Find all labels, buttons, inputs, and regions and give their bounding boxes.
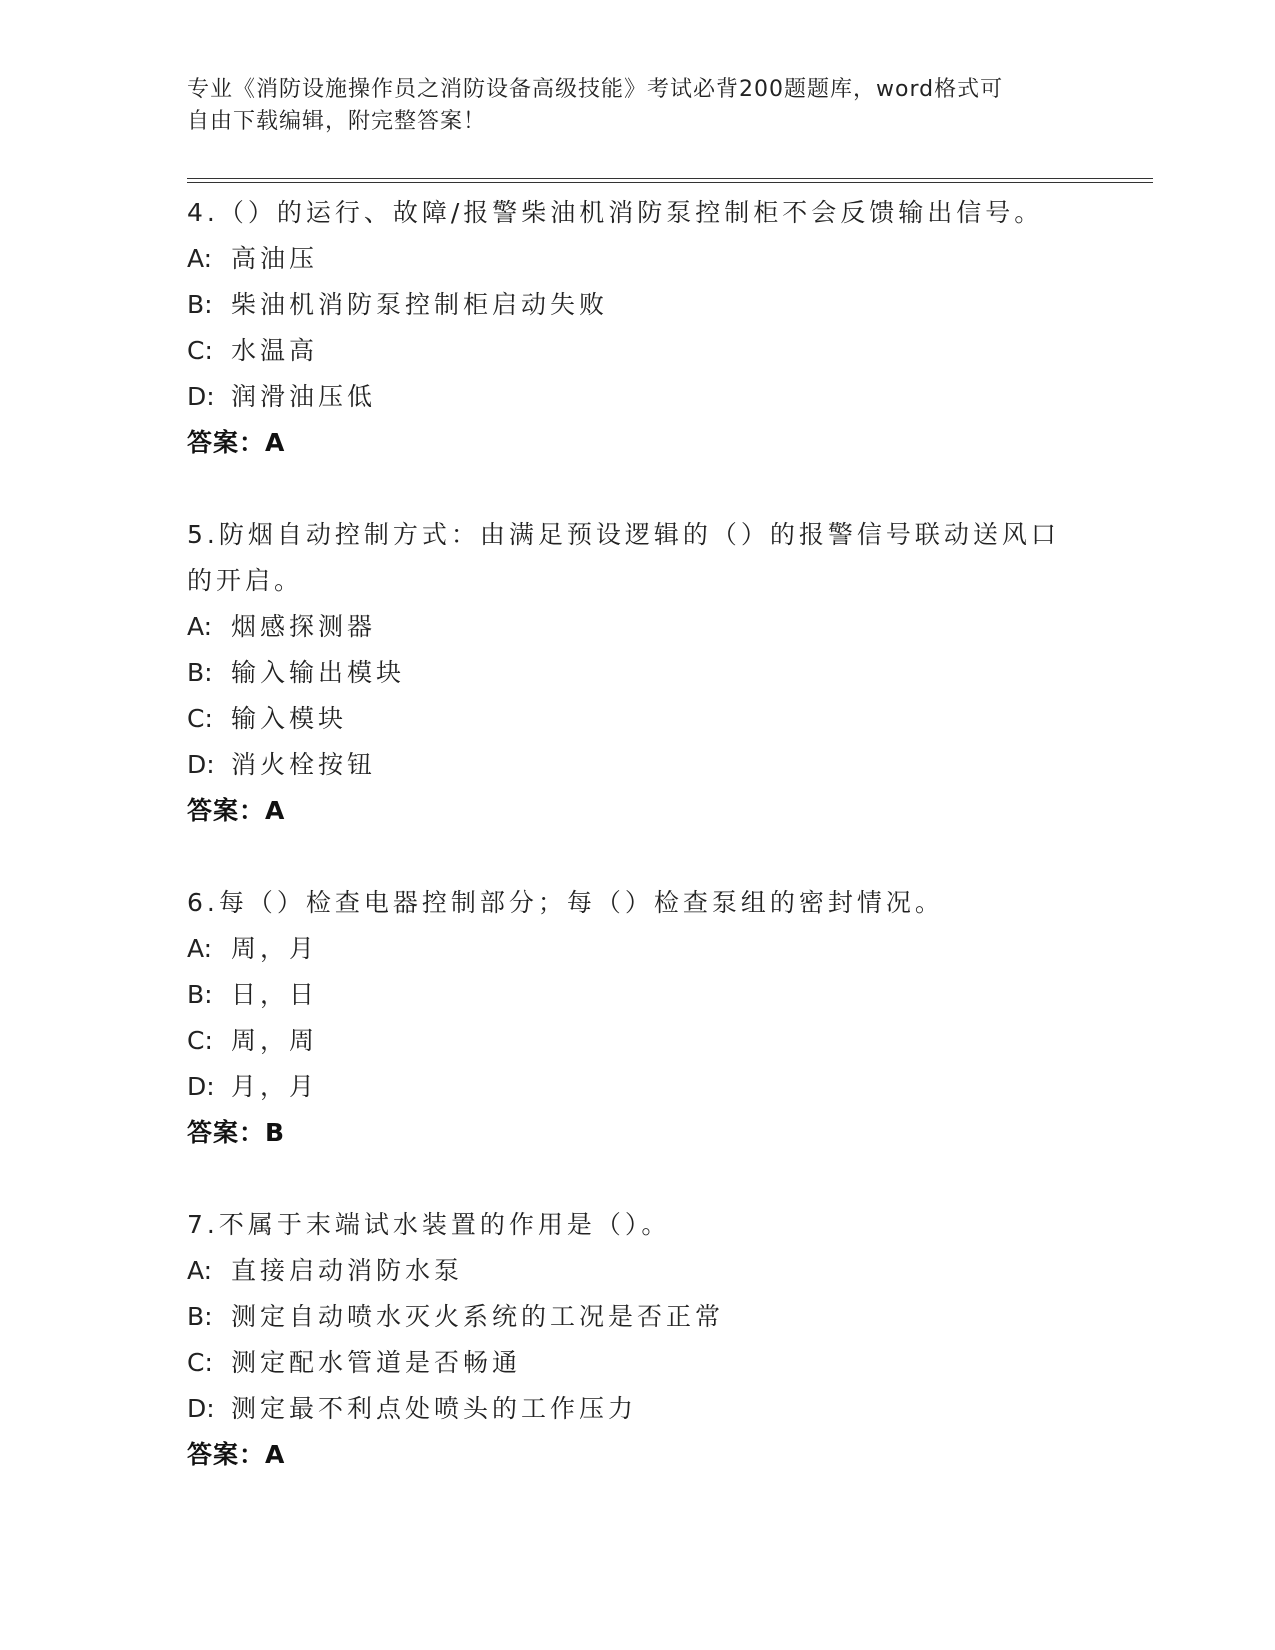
question-stem: 7.不属于末端试水装置的作用是（）。 xyxy=(187,1210,671,1239)
question-5 xyxy=(187,512,1087,834)
option-key: D: xyxy=(187,1394,215,1423)
option-text: 月，月 xyxy=(231,1072,319,1101)
option-text: 测定自动喷水灭火系统的工况是否正常 xyxy=(231,1302,725,1331)
option-a xyxy=(187,926,1087,972)
option-text: 输入模块 xyxy=(231,704,348,733)
option-a xyxy=(187,236,1087,282)
option-text: 直接启动消防水泵 xyxy=(231,1256,464,1285)
option-d xyxy=(187,1386,1087,1432)
question-answer: 答案：A xyxy=(187,796,286,825)
option-text: 烟感探测器 xyxy=(231,612,377,641)
option-d xyxy=(187,1064,1087,1110)
option-text: 水温高 xyxy=(231,336,319,365)
option-d xyxy=(187,374,1087,420)
option-text: 周，月 xyxy=(231,934,319,963)
question-list xyxy=(187,190,1087,1524)
option-text: 消火栓按钮 xyxy=(231,750,377,779)
question-answer: 答案：A xyxy=(187,1440,286,1469)
option-text: 日，日 xyxy=(231,980,319,1009)
option-text: 高油压 xyxy=(231,244,319,273)
option-b xyxy=(187,650,1087,696)
option-text: 输入输出模块 xyxy=(231,658,406,687)
option-c xyxy=(187,1018,1087,1064)
option-text: 周，周 xyxy=(231,1026,319,1055)
option-b xyxy=(187,1294,1087,1340)
question-7 xyxy=(187,1202,1087,1478)
question-4 xyxy=(187,190,1087,466)
header-divider-bottom xyxy=(187,182,1153,183)
option-key: A: xyxy=(187,612,213,641)
option-a xyxy=(187,1248,1087,1294)
option-key: B: xyxy=(187,658,213,687)
question-stem: 4.（）的运行、故障/报警柴油机消防泵控制柜不会反馈输出信号。 xyxy=(187,198,1044,227)
option-key: C: xyxy=(187,1026,213,1055)
option-c xyxy=(187,696,1087,742)
option-b xyxy=(187,972,1087,1018)
header-intro-line-1: 专业《消防设施操作员之消防设备高级技能》考试必背200题题库，word格式可 xyxy=(187,77,1004,102)
header-divider-top xyxy=(187,178,1153,179)
option-a xyxy=(187,604,1087,650)
question-answer: 答案：B xyxy=(187,1118,286,1147)
document-header xyxy=(187,74,1087,138)
question-6 xyxy=(187,880,1087,1156)
header-intro-line-2: 自由下载编辑，附完整答案！ xyxy=(187,109,487,134)
option-text: 测定最不利点处喷头的工作压力 xyxy=(231,1394,638,1423)
option-key: D: xyxy=(187,750,215,779)
option-key: D: xyxy=(187,1072,215,1101)
option-key: A: xyxy=(187,934,213,963)
option-text: 润滑油压低 xyxy=(231,382,377,411)
question-stem: 6.每（）检查电器控制部分；每（）检查泵组的密封情况。 xyxy=(187,888,944,917)
option-key: B: xyxy=(187,290,213,319)
option-c xyxy=(187,1340,1087,1386)
option-key: C: xyxy=(187,704,213,733)
question-stem: 5.防烟自动控制方式：由满足预设逻辑的（）的报警信号联动送风口的开启。 xyxy=(187,520,1060,595)
option-key: D: xyxy=(187,382,215,411)
option-key: C: xyxy=(187,336,213,365)
question-answer: 答案：A xyxy=(187,428,286,457)
option-text: 柴油机消防泵控制柜启动失败 xyxy=(231,290,609,319)
option-c xyxy=(187,328,1087,374)
option-key: A: xyxy=(187,244,213,273)
option-d xyxy=(187,742,1087,788)
option-b xyxy=(187,282,1087,328)
option-key: A: xyxy=(187,1256,213,1285)
option-text: 测定配水管道是否畅通 xyxy=(231,1348,522,1377)
option-key: B: xyxy=(187,1302,213,1331)
option-key: C: xyxy=(187,1348,213,1377)
option-key: B: xyxy=(187,980,213,1009)
